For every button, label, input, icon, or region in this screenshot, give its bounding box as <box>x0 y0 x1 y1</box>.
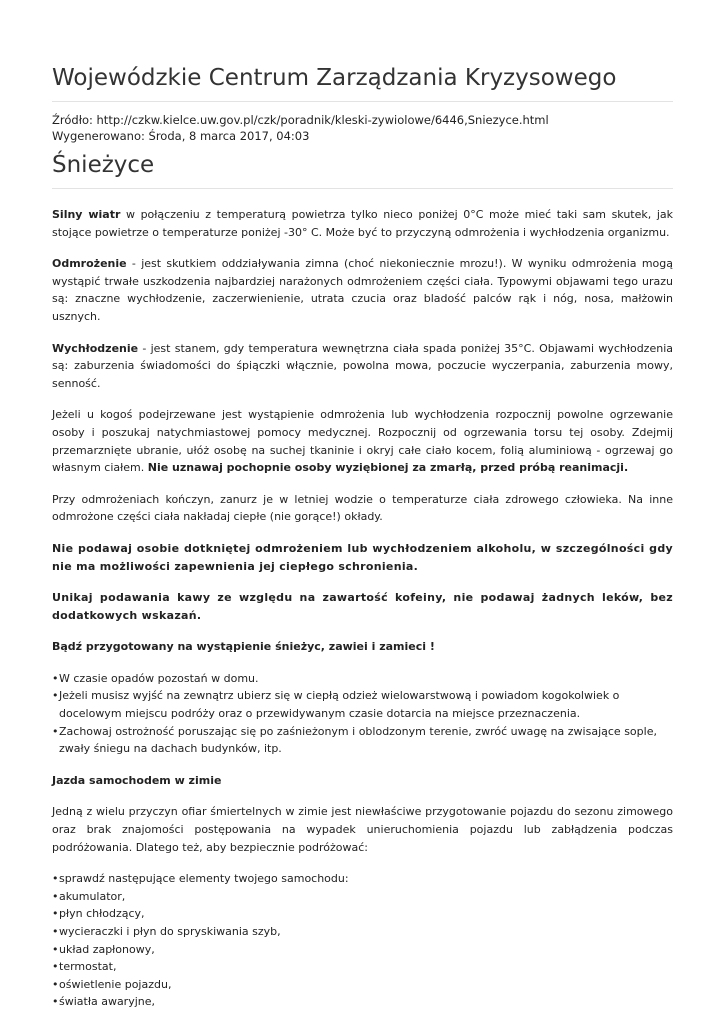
list-car-checks <box>52 870 673 1011</box>
term-odmrozenie: Odmrożenie <box>52 257 127 271</box>
warning-coffee: Unikaj podawania kawy ze względu na zawartość kofeiny, nie podawaj żadnych leków, bez dodatkowych wskazań. <box>52 591 673 622</box>
heading-divider <box>52 188 673 189</box>
warning-alcohol: Nie podawaj osobie dotkniętej odmrożeniem lub wychłodzeniem alkoholu, w szczególności gdy nie ma możliwości zapewnienia jej ciepłego schronienia. <box>52 541 673 573</box>
paragraph-odmrozenie <box>52 255 673 325</box>
list-item: • układ zapłonowy, <box>52 941 673 959</box>
paragraph-winter-driving: Jedną z wielu przyczyn ofiar śmiertelnych w zimie jest niewłaściwe przygotowanie pojazdu do sezonu zimowego oraz brak znajomości postępowania na wypadek unieruchomienia pojazdu lub zabłądzenia podczas podróżowania. Dlatego też, aby bezpiecznie podróżować: <box>52 805 673 854</box>
generated-line: Wygenerowano: Środa, 8 marca 2017, 04:03 <box>52 129 310 143</box>
term-wychlodzenie: Wychłodzenie <box>52 341 139 355</box>
section-heading-text: Jazda samochodem w zimie <box>52 773 222 787</box>
list-item: • sprawdź następujące elementy twojego samochodu: <box>52 870 673 888</box>
list-item: • światła awaryjne, <box>52 993 673 1011</box>
list-item: • oświetlenie pojazdu, <box>52 976 673 994</box>
list-snowstorm-tips <box>52 670 673 758</box>
article-body <box>52 206 673 1025</box>
source-line: Źródło: http://czkw.kielce.uw.gov.pl/czk/poradnik/kleski-zywiolowe/6446,Sniezyce.html <box>52 113 549 127</box>
list-item: • Jeżeli musisz wyjść na zewnątrz ubierz się w ciepłą odzież wielowarstwową i powiadom kogokolwiek o docelowym miejscu podróży oraz o przewidywanym czasie dotarcia na miejsce przeznaczenia. <box>52 687 673 722</box>
paragraph-be-prepared <box>52 638 673 656</box>
paragraph-silny-wiatr <box>52 206 673 241</box>
paragraph-text: Jeżeli u kogoś podejrzewane jest wystąpienie odmrożenia lub wychłodzenia rozpocznij powolne ogrzewanie osoby i poszukaj natychmiastowej pomocy medycznej. Rozpocznij od ogrzewania torsu tej osoby. Zdejmij przemarznięte ubranie, ułóż osobę na suchej tkaninie i okryj całe ciało kocem, folią aluminiową - ogrzewaj go własnym ciałem. <box>52 408 673 475</box>
paragraph-text: - jest stanem, gdy temperatura wewnętrzna ciała spada poniżej 35°C. Objawami wychłodzenia są: zaburzenia świadomości do śpiączki włącznie, powolna mowa, poczucie wyczerpania, zaburzenia mowy, senność. <box>52 341 673 390</box>
warning-reanimation: Nie uznawaj pochopnie osoby wyziębionej za zmarłą, przed próbą reanimacji. <box>147 461 629 475</box>
document-meta <box>52 112 549 144</box>
paragraph-wychlodzenie <box>52 340 673 393</box>
list-item: • Zachowaj ostrożność poruszając się po zaśnieżonym i oblodzonym terenie, zwróć uwagę na zwisające sople, zwały śniegu na dachach budynków, itp. <box>52 723 673 758</box>
heading-be-prepared: Bądź przygotowany na wystąpienie śnieżyc, zawiei i zamieci ! <box>52 640 435 654</box>
list-item: • termostat, <box>52 958 673 976</box>
paragraph-first-aid <box>52 406 673 476</box>
list-item: • akumulator, <box>52 888 673 906</box>
term-silny-wiatr: Silny wiatr <box>52 208 121 221</box>
section-heading-winter-driving <box>52 772 673 790</box>
paragraph-text: w połączeniu z temperaturą powietrza tylko nieco poniżej 0°C może mieć taki sam skutek, jak stojące powietrze o temperaturze poniżej -30° C. Może być to przyczyną odmrożenia i wychłodzenia organizmu. <box>52 208 673 239</box>
paragraph-coffee-warning <box>52 589 673 624</box>
list-item: • wycieraczki i płyn do spryskiwania szyb, <box>52 923 673 941</box>
page-heading: Śnieżyce <box>52 152 155 178</box>
paragraph-text: - jest skutkiem oddziaływania zimna (choć niekoniecznie mrozu!). W wyniku odmrożenia mogą wystąpić trwałe uszkodzenia najbardziej narażonych odmrożeniem części ciała. Typowymi objawami tego urazu są: znaczne wychłodzenie, zaczerwienienie, utrata czucia oraz bladość palców rąk i nóg, nosa, małżowin usznych. <box>52 257 673 323</box>
header-divider <box>52 101 673 102</box>
site-title: Wojewódzkie Centrum Zarządzania Kryzysowego <box>52 65 617 91</box>
paragraph-alcohol-warning <box>52 540 673 575</box>
paragraph-limbs: Przy odmrożeniach kończyn, zanurz je w letniej wodzie o temperaturze ciała zdrowego człowieka. Na inne odmrożone części ciała nakładaj ciepłe (nie gorące!) okłady. <box>52 492 673 524</box>
list-item: • W czasie opadów pozostań w domu. <box>52 670 673 688</box>
list-item: • płyn chłodzący, <box>52 905 673 923</box>
